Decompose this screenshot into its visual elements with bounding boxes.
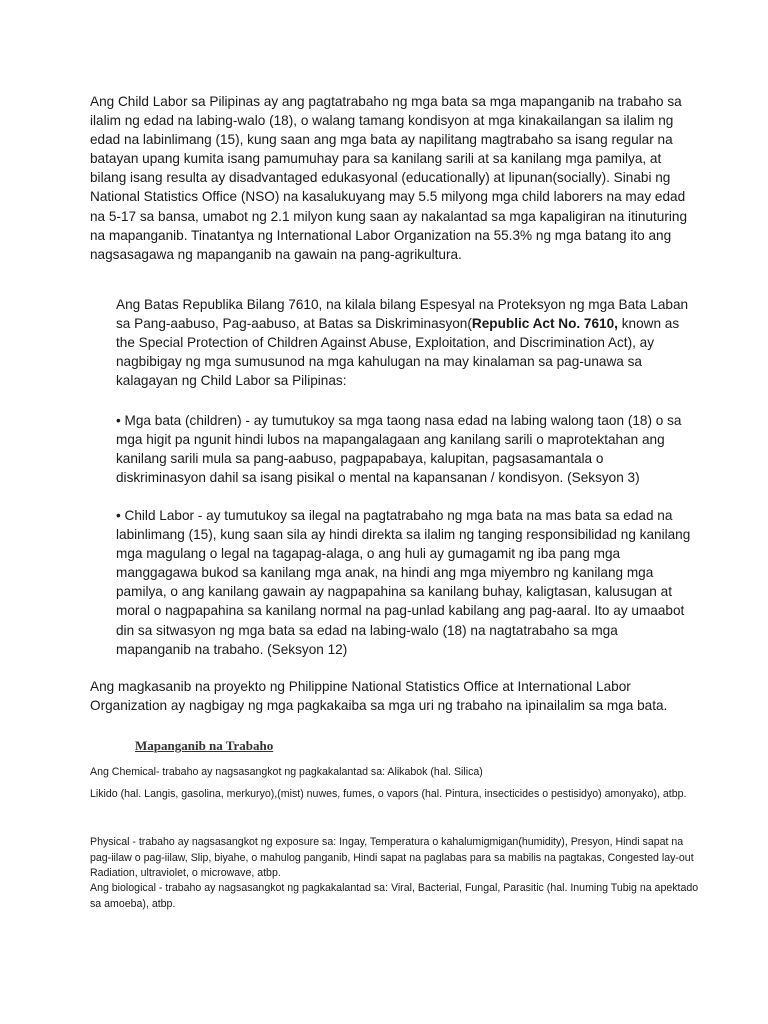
ra7610-act-title: known as the Special Protection of Children Against Abuse, Exploitation, and Discrimination Act	[116, 316, 680, 351]
ra7610-act-number: Republic Act No. 7610,	[471, 316, 618, 332]
intro-paragraph: Ang Child Labor sa Pilipinas ay ang pagtatrabaho ng mga bata sa mga mapanganib na trabaho sa ilalim ng edad na labing-walo (18), o walang tamang kondisyon at mga kinakailangan sa ilalim ng edad na labinlimang (15), kung saan ang mga bata ay napilitang magtrabaho sa isang regular na batayan upang kumita isang pamumuhay para sa kanilang sarili at sa kanilang mga pamilya, at bilang isang resulta ay disadvantaged edukasyonal (educationally) at lipunan(socially). Sinabi ng National Statistics Office (NSO) na kasalukuyang may 5.5 milyong mga child laborers na may edad na 5-17 sa bansa, umabot ng 2.1 milyon kung saan ay nakalantad sa mga kapaligiran na itinuturing na mapanganib. Tinatantya ng International Labor Organization na 55.3% ng mga batang ito ang nagsasagawa ng mapanganib na gawain na pang-agrikultura.	[90, 94, 688, 262]
physical-paragraph: Physical - trabaho ay nagsasangkot ng exposure sa: Ingay, Temperatura o kahalumigmigan(humidity), Presyon, Hindi sapat na pag-iilaw o pag-iilaw, Slip, biyahe, o mahulog panganib, Hindi sapat na paglabas para sa mabilis na pagtakas, Congested lay-out Radiation, ultraviolet, o microwave, atbp.	[90, 836, 694, 880]
definition-children: • Mga bata (children) - ay tumutukoy sa mga taong nasa edad na labing walong taon (18) o sa mga higit pa ngunit hindi lubos na mapangalagaan ang kanilang sarili o maprotektahan ang kanilang sarili mula sa pang-aabuso, pagpapabaya, kalupitan, pagsasamantala o diskriminasyon dahil sa isang pisikal o mental na kapansanan / kondisyon. (Seksyon 3)	[116, 413, 682, 486]
ra7610-lead: Ang Batas Republika Bilang 7610, na kilala bilang Espesyal na Proteksyon ng mga Bata Laban sa Pang-aabuso, Pag-aabuso, at Batas sa Diskriminasyon(	[116, 297, 689, 332]
biological-paragraph: Ang biological - trabaho ay nagsasangkot ng pagkakalantad sa: Viral, Bacterial, Fungal, Parasitic (hal. Inuming Tubig na apektado sa amoeba), atbp.	[90, 882, 699, 910]
joint-project-paragraph: Ang magkasanib na proyekto ng Philippine National Statistics Office at International Labor Organization ay nagbigay ng mga pagkakaiba sa mga uri ng trabaho na ipinailalim sa mga bata.	[90, 679, 668, 714]
chemical-line: Ang Chemical- trabaho ay nagsasangkot ng pagkakalantad sa: Alikabok (hal. Silica)	[90, 766, 483, 778]
ra7610-tail: ), ay nagbibigay ng mga sumusunod na mga kahulugan na may kinalaman sa pag-unawa sa kalagayan ng Child Labor sa Pilipinas:	[116, 335, 655, 389]
hazard-heading: Mapanganib na Trabaho	[135, 738, 274, 753]
definition-child-labor: • Child Labor - ay tumutukoy sa ilegal na pagtatrabaho ng mga bata na mas bata sa edad na labinlimang (15), kung saan sila ay hindi direkta sa ilalim ng tanging responsibilidad ng kanilang mga magulang o legal na tagapag-alaga, o ang huli ay gumagamit ng iba pang mga manggagawa bukod sa kanilang mga anak, na hindi ang mga miyembro ng kanilang mga pamilya, o ang kanilang gawain ay nagpapahina sa kanilang buhay, kaligtasan, kalusugan at moral o nagpapahina sa kanilang normal na pag-unlad kabilang ang pag-aaral. Ito ay umaabot din sa sitwasyon ng mga bata sa edad na labing-walo (18) na nagtatrabaho sa mga mapanganib na trabaho. (Seksyon 12)	[116, 508, 691, 657]
liquids-line: Likido (hal. Langis, gasolina, merkuryo),(mist) nuwes, fumes, o vapors (hal. Pintura, insecticides o pestisidyo) amonyako), atbp.	[90, 788, 687, 800]
ra7610-paragraph	[116, 295, 691, 390]
